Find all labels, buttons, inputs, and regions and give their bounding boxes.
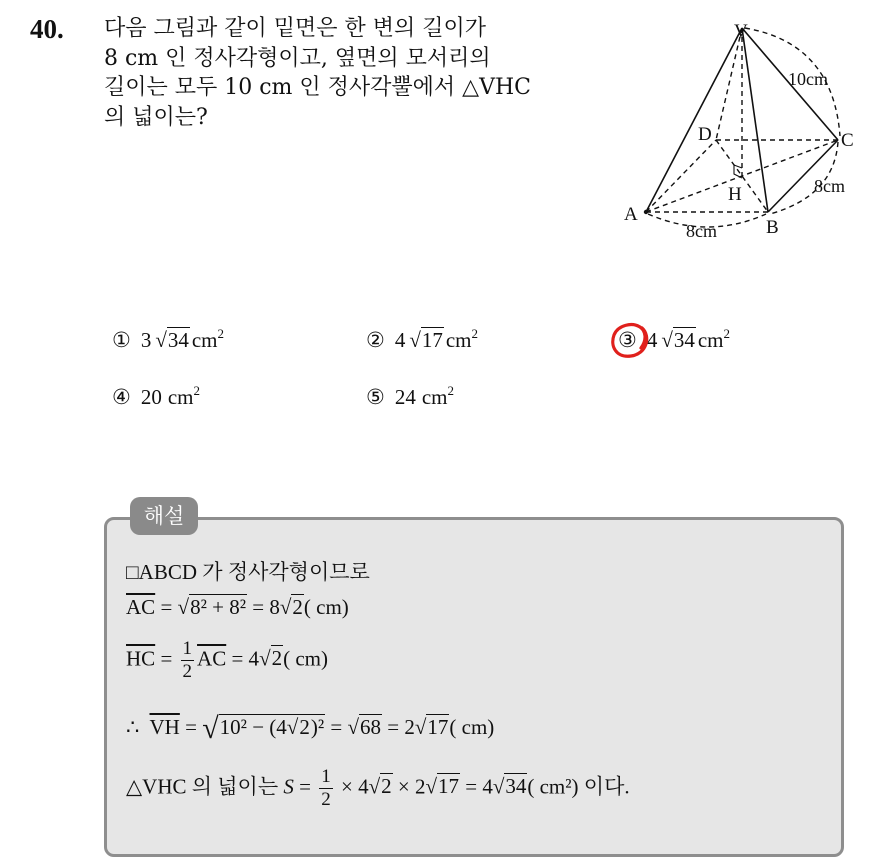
sqrt-radicand: 2 — [271, 646, 283, 671]
segment-vh: $\overline{VH}$ — [149, 715, 180, 739]
choice-5[interactable]: ⑤ 24 $cm^2$ — [366, 383, 454, 409]
segment-ac: $\overline{AC}$ — [126, 595, 156, 619]
dim-label-bc: 8cm — [814, 176, 845, 196]
sqrt-radicand: 8² + 8² — [190, 595, 246, 619]
vertex-label-c: C — [841, 130, 854, 151]
vertex-label-b: B — [766, 217, 779, 238]
pyramid-figure — [618, 18, 868, 243]
vertex-label-a: A — [624, 204, 638, 225]
question-text — [104, 14, 594, 132]
solution-line-1: □ABCD 가 정사각형이므로 — [126, 560, 370, 584]
choice-1[interactable]: ① 3 √34 $cm^2$ — [112, 326, 225, 352]
sqrt-radicand: 34 — [505, 774, 527, 799]
solution-line-4: ∴ $\overline{VH} = √10^2 - (4√2)^2 = √68 = 2√17$( cm) — [126, 712, 495, 745]
vertex-label-d: D — [698, 124, 712, 145]
choice-4[interactable]: ④ 20 $cm^2$ — [112, 383, 200, 409]
edge-ad — [646, 140, 716, 212]
solution-line-3: $\overline{HC}$ = $\frac{1}{2}$ $\overline{AC} = 4√2$( cm) — [126, 638, 328, 682]
choice-2[interactable]: ② 4 √17 $cm^2$ — [366, 326, 479, 352]
selected-choice-mark: ③ — [618, 328, 647, 353]
solution-tag: 해설 — [130, 497, 198, 535]
sqrt-radicand: 2 — [292, 595, 303, 619]
dim-label-ab: 8cm — [686, 221, 717, 241]
question-line: 다음 그림과 같이 밑면은 한 변의 길이가 — [104, 16, 486, 41]
sqrt-radicand: 17 — [427, 715, 449, 739]
sqrt-radicand: 17 — [437, 774, 459, 799]
segment-ac: $\overline{AC}$ — [197, 646, 227, 671]
question-line: 의 넓이는? — [104, 104, 208, 130]
foot-label-h: H — [728, 184, 742, 205]
solution-line-5: △VHC 의 넓이는 S = $\frac{1}{2}$ × 4√2 × 2√17 = 4√34( cm²) 이다. — [126, 766, 630, 810]
question-line: 8 cm 인 정사각형이고, 옆면의 모서리의 — [104, 45, 491, 71]
sqrt-radicand: 68 — [360, 715, 381, 739]
question-number: 40. — [30, 14, 64, 44]
fraction: $\frac{1}{2}$ — [182, 638, 193, 682]
sqrt-radicand: 34 — [673, 328, 695, 352]
question-line: 길이는 모두 10 cm 인 정사각뿔에서 △VHC — [104, 75, 531, 100]
edge-vd — [716, 28, 742, 140]
sqrt-radicand: 34 — [167, 328, 189, 352]
dim-label-edge: 10cm — [788, 69, 828, 89]
sqrt-radicand: 10² − (4√2)² — [219, 715, 325, 739]
fraction: $\frac{1}{2}$ — [321, 766, 331, 810]
segment-hc: $\overline{HC}$ — [126, 646, 156, 671]
sqrt-radicand: 17 — [421, 328, 443, 352]
choice-3[interactable]: ③ 4 √34 $cm^2$ — [618, 326, 730, 353]
solution-line-2: $\overline{AC} = √8^2 + 8^2 = 8√2$( cm) — [126, 595, 349, 619]
vertex-a-point — [644, 210, 648, 214]
sqrt-radicand: 2 — [381, 774, 392, 799]
edge-vb — [742, 28, 768, 212]
vertex-label-v: V — [734, 21, 748, 42]
